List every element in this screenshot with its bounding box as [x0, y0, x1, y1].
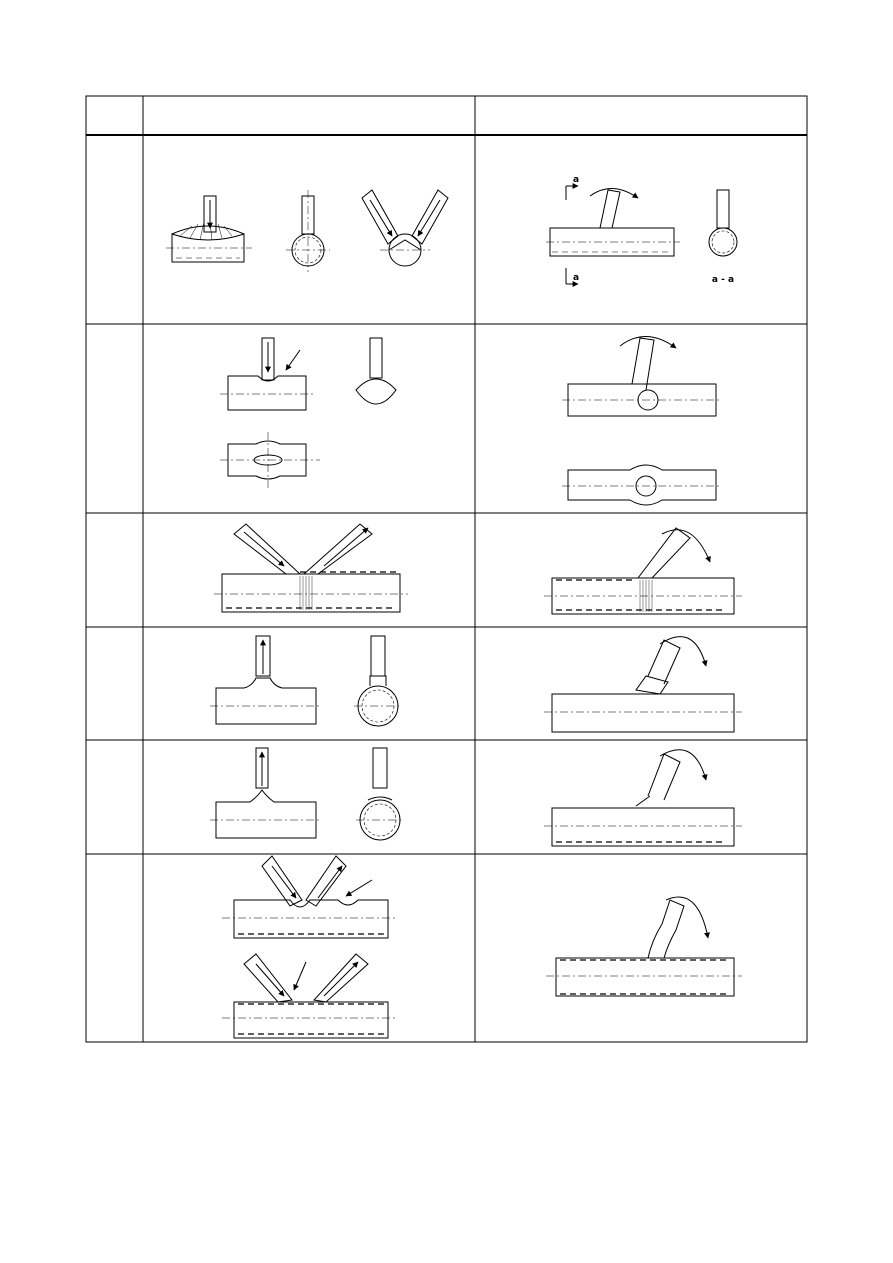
row2-left-drawing	[220, 338, 396, 490]
row5-right-drawing	[544, 750, 742, 846]
row1-section-title: a - a	[711, 275, 735, 285]
row3-left-drawing	[214, 524, 408, 612]
row1-section-top-label: a	[573, 175, 580, 185]
row4-left-drawing	[210, 636, 402, 726]
row6-right-drawing	[546, 897, 742, 996]
row4-right-drawing	[544, 637, 742, 732]
row1-section-bottom-label: a	[573, 273, 580, 283]
row1-right-drawing	[546, 186, 737, 284]
table-grid	[86, 96, 807, 1042]
row3-right-drawing	[544, 528, 742, 614]
row1-left-drawing	[166, 190, 448, 272]
row2-right-drawing	[562, 336, 722, 505]
row5-left-drawing	[210, 748, 404, 840]
row6-left-drawing	[222, 856, 398, 1038]
